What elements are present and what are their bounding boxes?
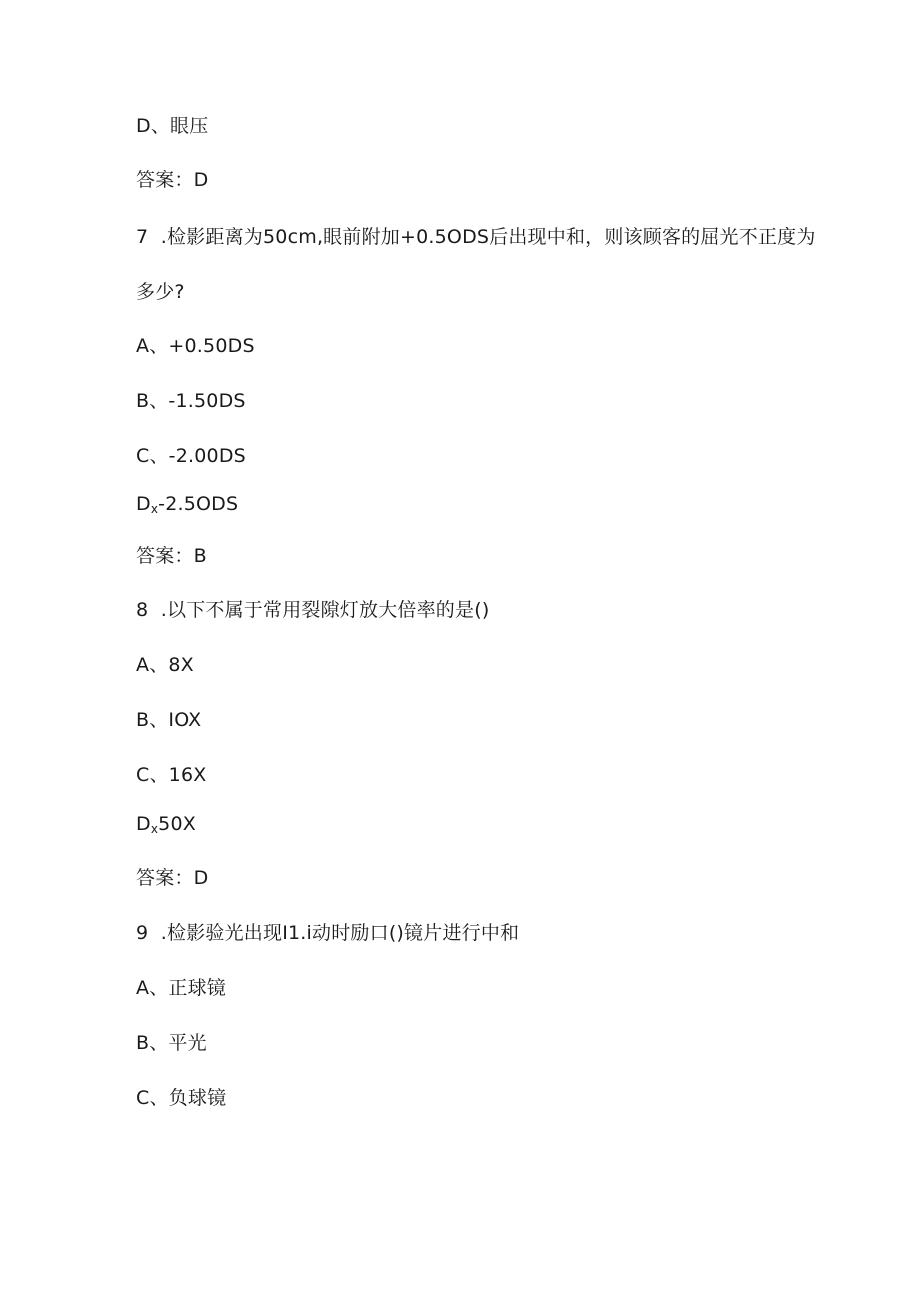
answer-8: 答案：D (136, 867, 209, 889)
answer-7: 答案：B (136, 545, 207, 567)
question-7: 7 .检影距离为50cm,眼前附加+0.5ODS后出现中和，则该顾客的屈光不正度为 (136, 226, 816, 248)
option-subscript: x (150, 502, 159, 516)
q8-option-c: C、16X (136, 764, 207, 786)
option-text: -2.5ODS (158, 493, 239, 515)
option-subscript: x (150, 822, 159, 836)
question-7-continuation: 多少? (136, 281, 185, 303)
q8-option-b: B、IOX (136, 709, 202, 731)
q9-option-b: B、平光 (136, 1032, 207, 1054)
q7-option-c: C、-2.00DS (136, 445, 246, 467)
q7-option-d (136, 492, 238, 521)
q9-option-a: A、正球镜 (136, 977, 226, 999)
question-8: 8 .以下不属于常用裂隙灯放大倍率的是() (136, 599, 490, 621)
option-letter: D (136, 813, 151, 835)
q7-option-a: A、+0.50DS (136, 335, 255, 357)
q8-option-a: A、8X (136, 654, 194, 676)
q9-option-c: C、负球镜 (136, 1087, 227, 1109)
q8-option-d (136, 812, 196, 841)
option-text: 50X (158, 813, 196, 835)
option-d: D、眼压 (136, 115, 209, 137)
question-9: 9 .检影验光出现I1.i动时励口()镜片进行中和 (136, 922, 520, 944)
q7-option-b: B、-1.50DS (136, 390, 246, 412)
answer-6: 答案：D (136, 169, 209, 191)
option-letter: D (136, 493, 151, 515)
